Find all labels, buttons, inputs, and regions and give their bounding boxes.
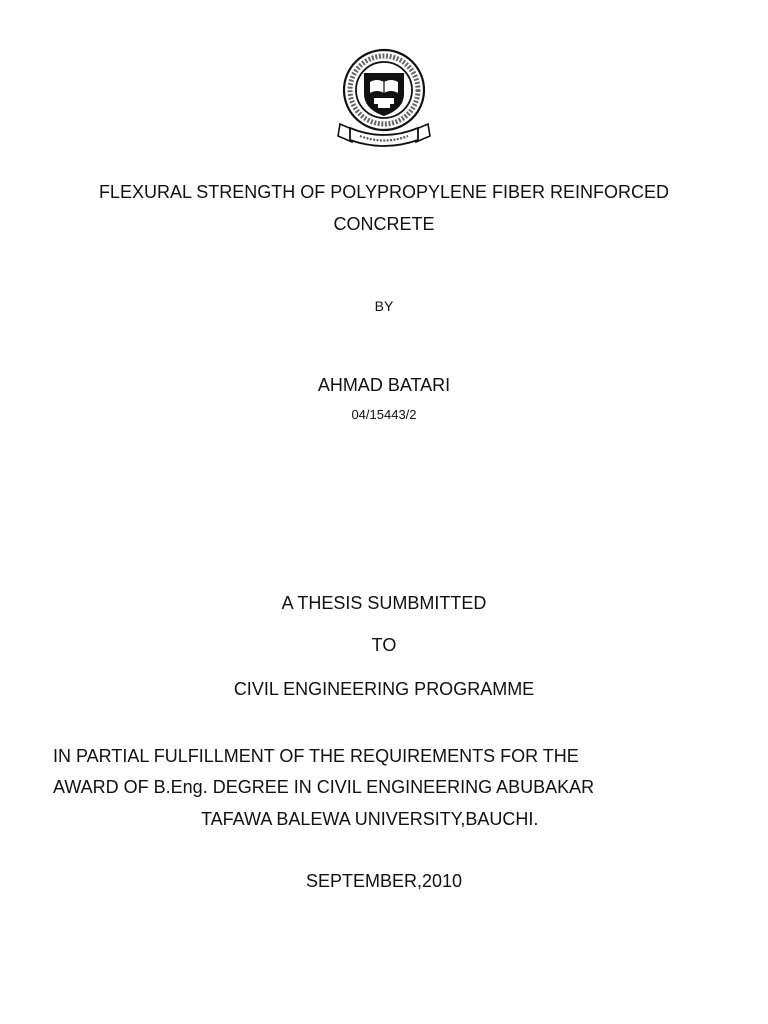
author-name: AHMAD BATARI [317,375,451,395]
submission-line-2: TO [371,635,397,655]
purpose-line-1: IN PARTIAL FULFILLMENT OF THE REQUIREMENTS FOR THE [53,746,579,766]
purpose-line-3: TAFAWA BALEWA UNIVERSITY,BAUCHI. [201,809,539,829]
department-name: CIVIL ENGINEERING PROGRAMME [233,679,535,699]
submission-line-1: A THESIS SUMBMITTED [281,593,487,613]
university-crest-logo [334,46,434,150]
submission-date: SEPTEMBER,2010 [305,871,463,891]
purpose-line-2: AWARD OF B.Eng. DEGREE IN CIVIL ENGINEERING ABUBAKAR [53,777,595,797]
title-line-2: CONCRETE [333,214,435,234]
registration-number: 04/15443/2 [351,407,417,422]
by-label: BY [374,298,394,314]
title-line-1: FLEXURAL STRENGTH OF POLYPROPYLENE FIBER REINFORCED [98,182,670,202]
